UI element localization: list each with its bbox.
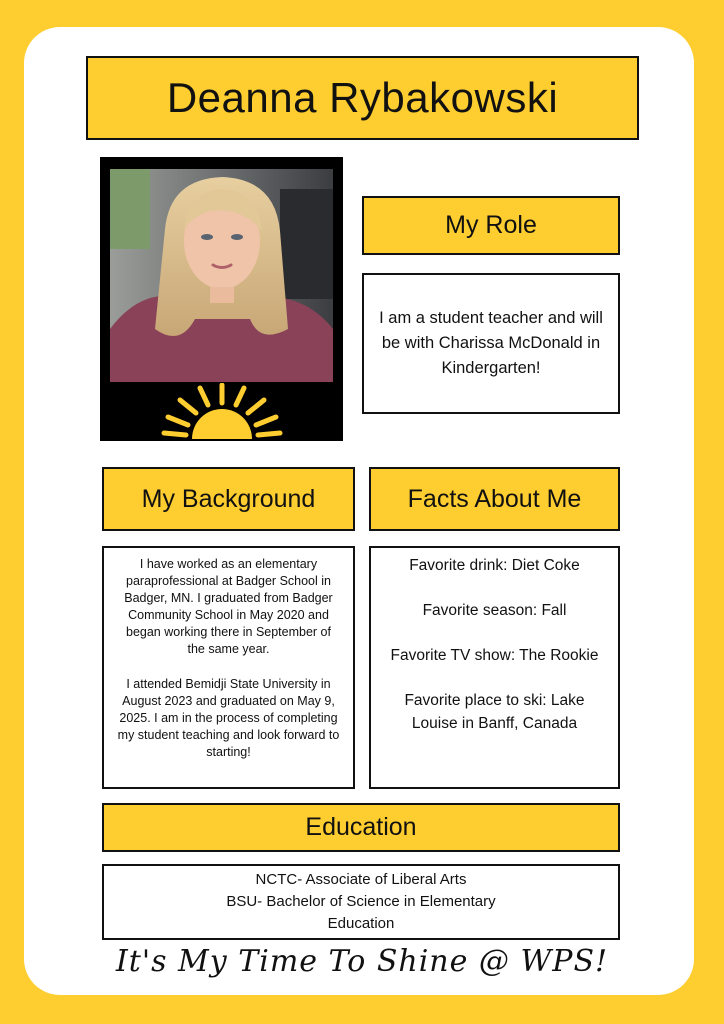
tagline: It's My Time To Shine @ WPS! bbox=[115, 944, 609, 979]
role-box bbox=[362, 273, 620, 414]
background-box bbox=[102, 546, 355, 789]
page-title: Deanna Rybakowski bbox=[166, 74, 559, 121]
education-header bbox=[102, 803, 620, 852]
fact-item: Favorite drink: Diet Coke bbox=[409, 557, 580, 574]
background-title: My Background bbox=[141, 484, 316, 513]
facts-header bbox=[369, 467, 620, 531]
sun-icon bbox=[158, 383, 286, 439]
fact-item: Favorite place to ski: Lake Louise in Banff, Canada bbox=[404, 692, 585, 732]
profile-photo bbox=[110, 169, 333, 382]
background-paragraph: I have worked as an elementary paraprofessional at Badger School in Badger, MN. I graduated from Badger Community School in May 2020 and began working there in September of the same year. bbox=[124, 557, 333, 656]
name-banner bbox=[86, 56, 639, 140]
education-line: BSU- Bachelor of Science in Elementary Education bbox=[226, 893, 496, 932]
education-box bbox=[102, 864, 620, 940]
facts-title: Facts About Me bbox=[407, 484, 582, 513]
background-header bbox=[102, 467, 355, 531]
photo-frame bbox=[100, 157, 343, 441]
role-header bbox=[362, 196, 620, 255]
role-title: My Role bbox=[445, 211, 537, 239]
fact-item: Favorite season: Fall bbox=[422, 602, 567, 619]
background-paragraph: I attended Bemidji State University in August 2023 and graduated on May 9, 2025. I am in the process of completing my student teaching and look forward to starting! bbox=[117, 677, 340, 759]
facts-box bbox=[369, 546, 620, 789]
education-title: Education bbox=[305, 813, 417, 841]
education-line: NCTC- Associate of Liberal Arts bbox=[255, 871, 467, 888]
fact-item: Favorite TV show: The Rookie bbox=[390, 647, 599, 664]
role-text: I am a student teacher and will be with Charissa McDonald in Kindergarten! bbox=[379, 309, 603, 377]
